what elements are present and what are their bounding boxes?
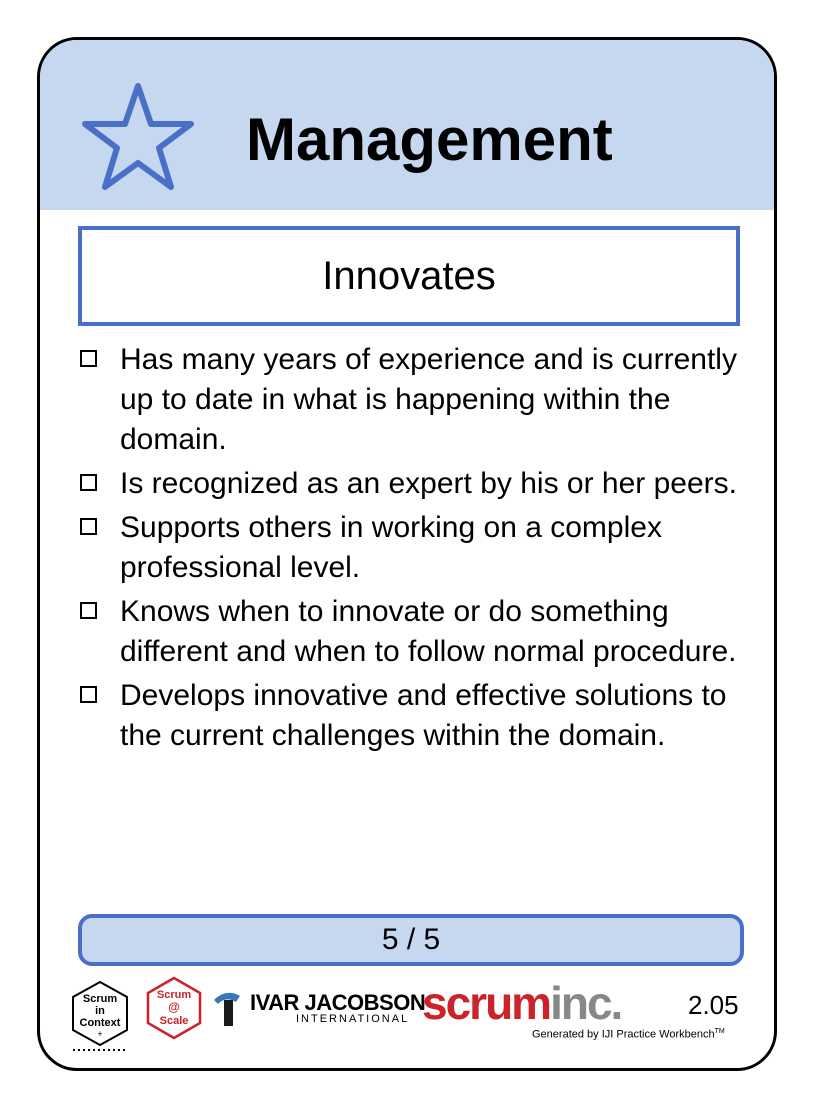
logo-text: Scrum	[156, 989, 192, 1001]
card-title: Management	[246, 106, 613, 173]
subtitle-box	[78, 226, 740, 326]
checklist-item-text: Has many years of experience and is currently up to date in what is happening within the domain.	[120, 343, 737, 456]
checklist-item	[78, 340, 748, 460]
checklist-item-text: Supports others in working on a complex professional level.	[120, 511, 662, 584]
checklist-item	[78, 676, 748, 756]
checkbox-icon[interactable]	[80, 518, 97, 535]
logo-text: Context	[79, 1017, 121, 1029]
logo-text: Scale	[159, 1015, 189, 1027]
version-number: 2.05	[688, 990, 739, 1020]
checklist	[78, 340, 748, 760]
scruminc-inc: inc.	[550, 977, 622, 1029]
scrum-in-context-logo	[70, 980, 130, 1054]
card-footer	[40, 970, 774, 1070]
checkbox-icon[interactable]	[80, 602, 97, 619]
checkbox-icon[interactable]	[80, 474, 97, 491]
logo-text: +	[97, 1029, 103, 1039]
checkbox-icon[interactable]	[80, 686, 97, 703]
logo-text: Scrum	[82, 993, 118, 1005]
ivar-jacobson-icon	[210, 988, 244, 1028]
scruminc-logo	[422, 976, 621, 1030]
progress-indicator	[78, 914, 744, 966]
logo-text: in	[95, 1005, 105, 1017]
card-subtitle: Innovates	[322, 253, 496, 298]
checklist-item	[78, 592, 748, 672]
checklist-item	[78, 508, 748, 588]
logo-text: @	[168, 1000, 180, 1014]
scruminc-scrum: scrum	[422, 977, 551, 1029]
generated-text: Generated by IJI Practice Workbench	[532, 1028, 715, 1041]
checklist-item-text: Is recognized as an expert by his or her peers.	[120, 467, 737, 500]
progress-text: 5 / 5	[381, 923, 441, 956]
star-icon	[78, 80, 198, 195]
ivar-jacobson-sub: INTERNATIONAL	[296, 1013, 410, 1025]
ivar-jacobson-name: IVAR JACOBSON	[250, 990, 426, 1015]
practice-card	[37, 37, 777, 1071]
generated-by-text	[532, 1028, 725, 1041]
checklist-item	[78, 464, 748, 504]
scrum-at-scale-logo	[146, 976, 202, 1040]
ivar-jacobson-logo	[210, 988, 426, 1028]
checklist-item-text: Knows when to innovate or do something different and when to follow normal procedure.	[120, 595, 737, 668]
checkbox-icon[interactable]	[80, 350, 97, 367]
checklist-item-text: Develops innovative and effective solutions to the current challenges within the domain.	[120, 679, 727, 752]
trademark-symbol: TM	[714, 1028, 725, 1035]
card-header	[40, 40, 774, 210]
